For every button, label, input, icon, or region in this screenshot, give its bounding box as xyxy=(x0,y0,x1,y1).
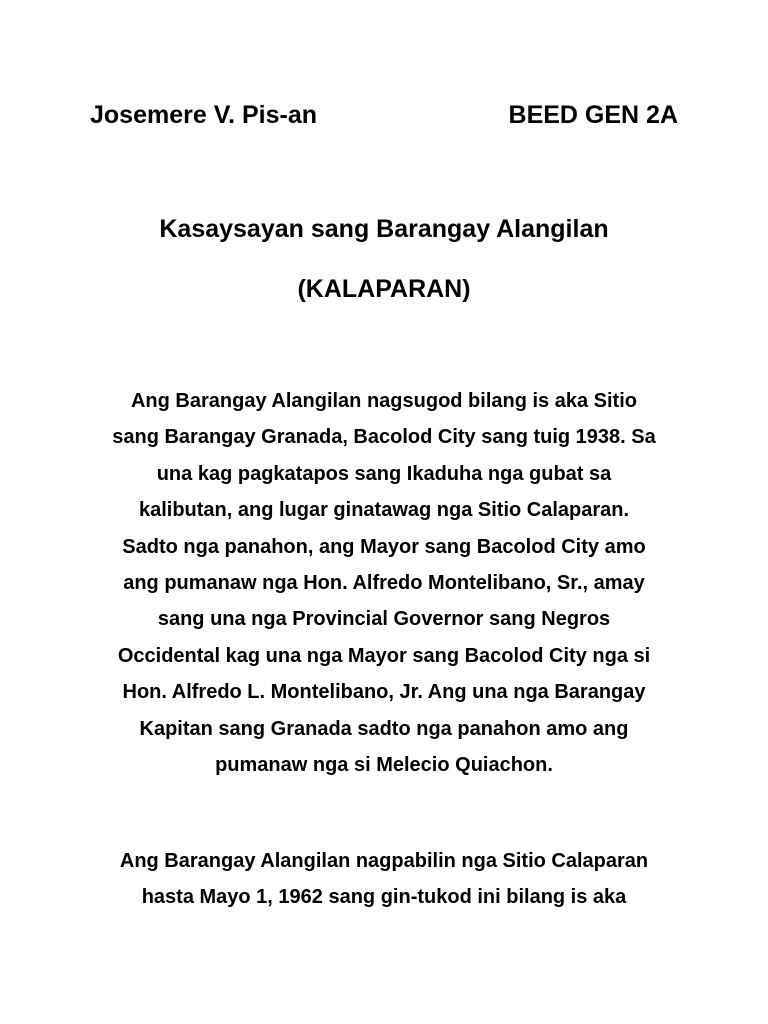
paragraph-line: Kapitan sang Granada sadto nga panahon amo ang xyxy=(139,717,629,740)
paragraph-1 xyxy=(80,383,688,783)
document-title: Kasaysayan sang Barangay Alangilan xyxy=(159,215,609,243)
paragraph-line: sang una nga Provincial Governor sang Negros xyxy=(157,608,611,631)
paragraph-line: Hon. Alfredo L. Montelibano, Jr. Ang una nga Barangay xyxy=(122,681,646,704)
paragraph-line: Ang Barangay Alangilan nagpabilin nga Sitio Calaparan xyxy=(119,850,649,872)
paragraph-line: kalibutan, ang lugar ginatawag nga Sitio Calaparan. xyxy=(138,499,630,522)
paragraph-line: una kag pagkatapos sang Ikaduha nga gubat sa xyxy=(156,462,612,485)
paragraph-line: Occidental kag una nga Mayor sang Bacolod City nga si xyxy=(117,644,651,667)
paragraph-line: pumanaw nga si Melecio Quiachon. xyxy=(215,754,553,777)
paragraph-line: ang pumanaw nga Hon. Alfredo Montelibano, Sr., amay xyxy=(123,572,645,595)
document-subtitle: (KALAPARAN) xyxy=(297,275,471,303)
header-row xyxy=(90,98,678,132)
author-name: Josemere V. Pis-an xyxy=(90,101,317,129)
paragraph-line: sang Barangay Granada, Bacolod City sang tuig 1938. Sa xyxy=(112,426,656,449)
paragraph-line: Ang Barangay Alangilan nagsugod bilang is aka Sitio xyxy=(130,390,637,412)
paragraph-line: Sadto nga panahon, ang Mayor sang Bacolod City amo xyxy=(122,535,646,558)
paragraph-line: hasta Mayo 1, 1962 sang gin-tukod ini bilang is aka xyxy=(141,886,627,909)
course-section: BEED GEN 2A xyxy=(508,101,678,129)
paragraph-2 xyxy=(80,843,688,916)
